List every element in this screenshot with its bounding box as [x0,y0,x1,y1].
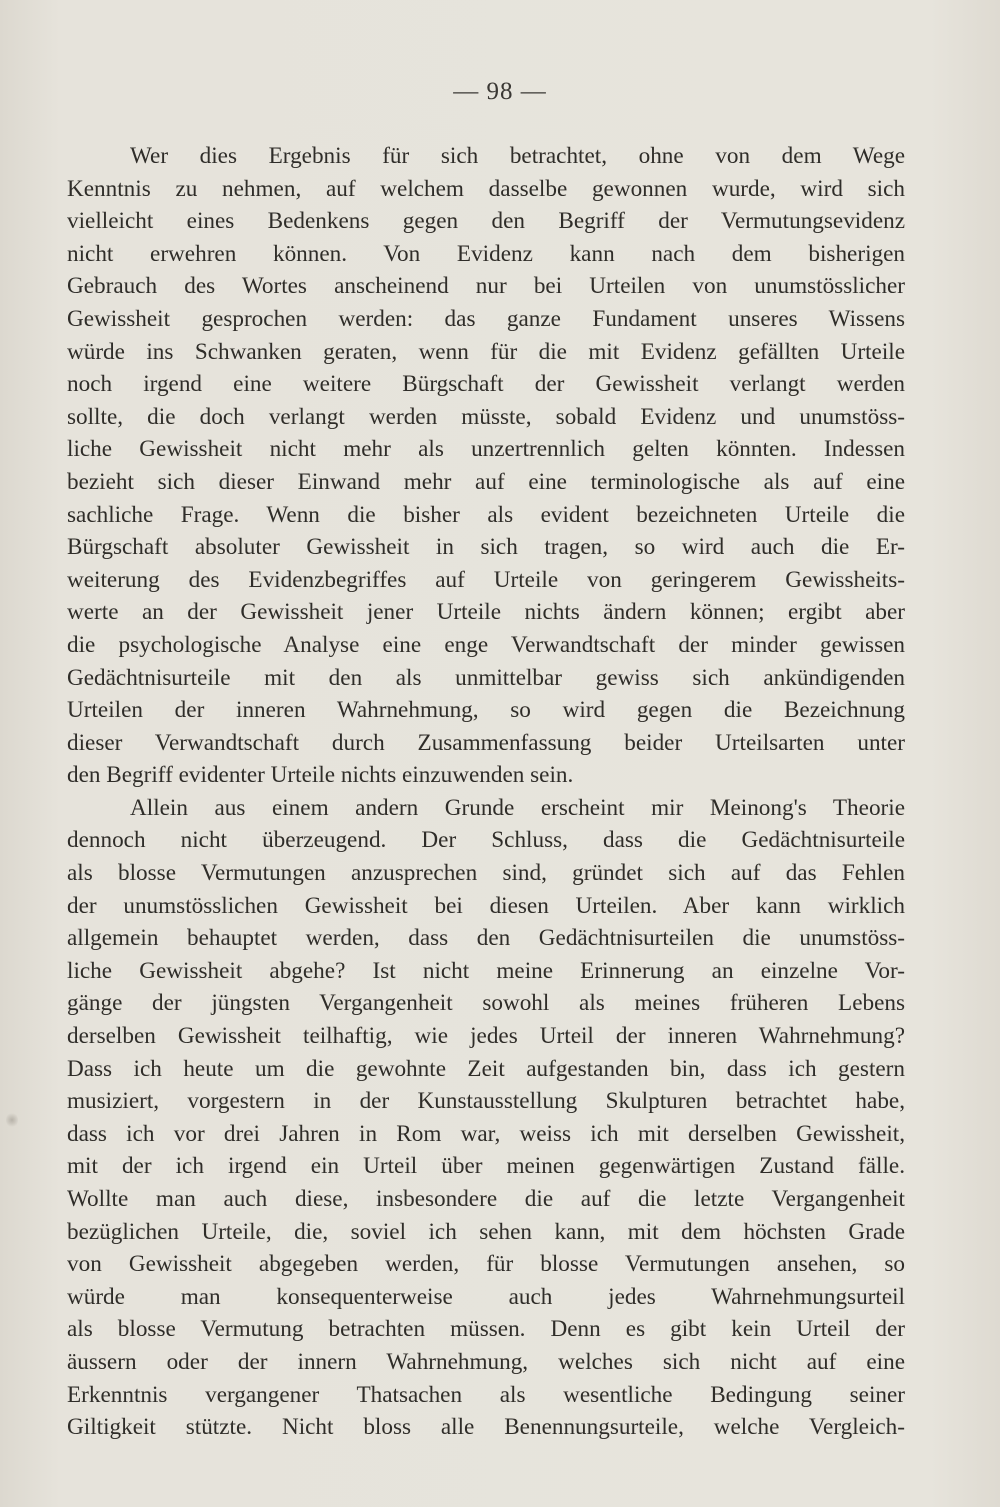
text-line: bezüglichen Urteile, die, soviel ich sehen kann, mit dem höchsten Grade [67,1218,905,1245]
text-line: die psychologische Analyse eine enge Verwandtschaft der minder gewissen [67,631,905,658]
text-line: allgemein behauptet werden, dass den Gedächtnisurteilen die unumstöss- [67,925,905,952]
text-line: sachliche Frage. Wenn die bisher als evident bezeichneten Urteile die [67,501,905,528]
text-line: Erkenntnis vergangener Thatsachen als wesentliche Bedingung seiner [67,1381,905,1408]
text-line: nicht erwehren können. Von Evidenz kann nach dem bisherigen [67,240,905,267]
text-line: dieser Verwandtschaft durch Zusammenfassung beider Urteilsarten unter [67,729,905,756]
text-line: von Gewissheit abgegeben werden, für blosse Vermutungen ansehen, so [67,1251,905,1278]
text-line: liche Gewissheit nicht mehr als unzertrennlich gelten könnten. Indessen [67,436,905,463]
text-line: Urteilen der inneren Wahrnehmung, so wird gegen die Bezeichnung [67,697,905,724]
text-line: dennoch nicht überzeugend. Der Schluss, dass die Gedächtnisurteile [67,827,905,854]
text-line: werte an der Gewissheit jener Urteile nichts ändern können; ergibt aber [67,599,905,626]
body-text [67,140,905,1444]
text-line: würde man konsequenterweise auch jedes Wahrnehmungsurteil [67,1283,905,1310]
paper-smudge [6,1112,18,1128]
text-line: noch irgend eine weitere Bürgschaft der Gewissheit verlangt werden [67,371,905,398]
text-line: Bürgschaft absoluter Gewissheit in sich tragen, so wird auch die Er- [67,534,905,561]
text-line: derselben Gewissheit teilhaftig, wie jedes Urteil der inneren Wahrnehmung? [67,1023,905,1050]
text-line: liche Gewissheit abgehe? Ist nicht meine Erinnerung an einzelne Vor- [67,957,905,984]
text-line: Gedächtnisurteile mit den als unmittelbar gewiss sich ankündigenden [67,664,905,691]
text-line: musiziert, vorgestern in der Kunstausstellung Skulpturen betrachtet habe, [67,1088,905,1115]
text-line: mit der ich irgend ein Urteil über meinen gegenwärtigen Zustand fälle. [67,1153,905,1180]
text-line: Wer dies Ergebnis für sich betrachtet, ohne von dem Wege [130,143,905,169]
text-line: Giltigkeit stützte. Nicht bloss alle Benennungsurteile, welche Vergleich- [67,1414,905,1441]
text-line: Wollte man auch diese, insbesondere die auf die letzte Vergangenheit [67,1186,905,1212]
text-line: Gebrauch des Wortes anscheinend nur bei Urteilen von unumstösslicher [67,273,905,300]
text-line: weiterung des Evidenzbegriffes auf Urteile von geringerem Gewissheits- [67,566,905,593]
text-line: bezieht sich dieser Einwand mehr auf eine terminologische als auf eine [67,468,905,495]
text-line: Kenntnis zu nehmen, auf welchem dasselbe gewonnen wurde, wird sich [67,175,905,202]
text-line: Allein aus einem andern Grunde erscheint mir Meinong's Theorie [130,794,905,821]
text-line: als blosse Vermutung betrachten müssen. Denn es gibt kein Urteil der [67,1316,905,1343]
text-line: vielleicht eines Bedenkens gegen den Begriff der Vermutungsevidenz [67,208,905,235]
text-line: Dass ich heute um die gewohnte Zeit aufgestanden bin, dass ich gestern [67,1055,905,1082]
text-line: sollte, die doch verlangt werden müsste, sobald Evidenz und unumstöss- [67,403,905,430]
text-line: Gewissheit gesprochen werden: das ganze Fundament unseres Wissens [67,305,905,332]
text-line: äussern oder der innern Wahrnehmung, welches sich nicht auf eine [67,1348,905,1375]
page-number: — 98 — [453,78,547,105]
text-line: würde ins Schwanken geraten, wenn für die mit Evidenz gefällten Urteile [67,338,905,365]
text-line: gänge der jüngsten Vergangenheit sowohl als meines früheren Lebens [67,990,905,1017]
text-line: dass ich vor drei Jahren in Rom war, weiss ich mit derselben Gewissheit, [67,1120,905,1147]
text-line: der unumstösslichen Gewissheit bei diesen Urteilen. Aber kann wirklich [67,892,905,919]
text-line: als blosse Vermutungen anzusprechen sind, gründet sich auf das Fehlen [67,860,905,887]
text-line: den Begriff evidenter Urteile nichts einzuwenden sein. [67,762,574,789]
